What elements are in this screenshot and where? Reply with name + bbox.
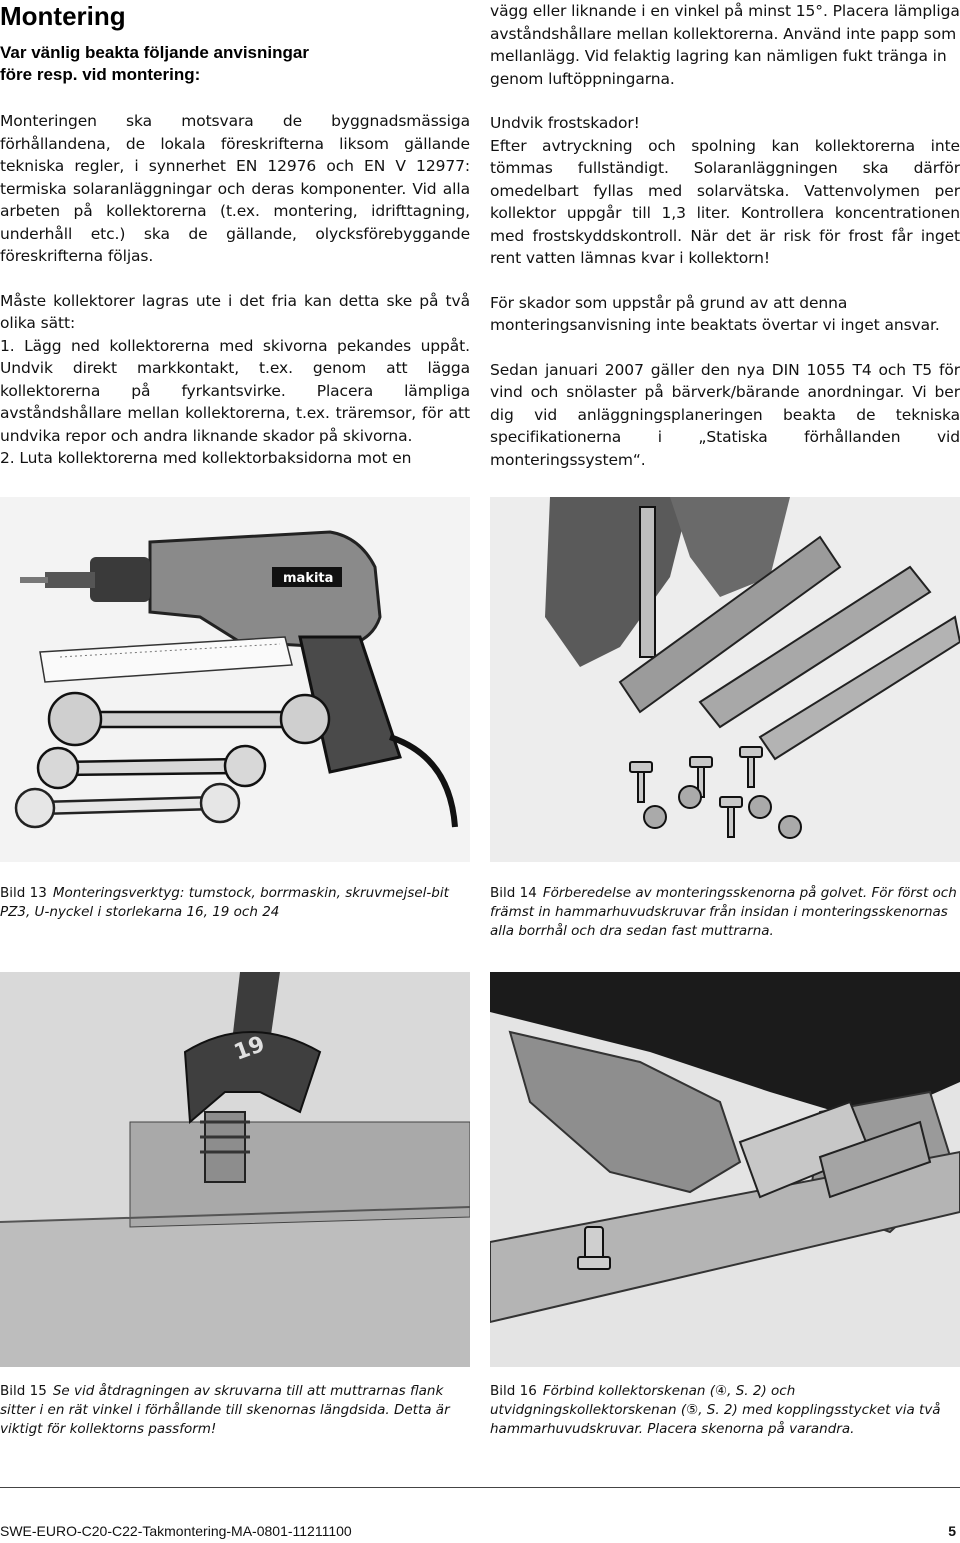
figure-15-photo — [0, 972, 470, 1367]
figure-16-label: Bild 16 — [490, 1383, 537, 1399]
figure-16-text: Förbind kollektorskenan (④, S. 2) och utvidgningskollektorskenan (⑤, S. 2) med kopplingsstycket via två hammarhuvudskruvar. Placera skenorna på varandra. — [490, 1383, 941, 1437]
figure-13-text: Monteringsverktyg: tumstock, borrmaskin, skruvmejsel-bit PZ3, U-nyckel i storlekarna 16, 19 och 24 — [0, 885, 449, 920]
figure-14-caption — [490, 884, 960, 941]
footer-doc-id: SWE-EURO-C20-C22-Takmontering-MA-0801-11211100 — [0, 1523, 352, 1539]
figure-14-text: Förberedelse av monteringsskenorna på golvet. För först och främst in hammarhuvudskruvar från insidan i monteringsskenornas alla borrhål och dra sedan fast muttrarna. — [490, 885, 957, 939]
figure-16-photo — [490, 972, 960, 1367]
figure-13-label: Bild 13 — [0, 885, 47, 901]
svg-text:makita: makita — [283, 571, 334, 586]
page-title: Montering — [0, 1, 126, 31]
right-text-column — [490, 0, 960, 471]
figure-14-photo — [490, 497, 960, 862]
figure-15-caption — [0, 1382, 470, 1439]
subtitle-line: Var vänlig beakta följande anvisningar — [0, 43, 309, 62]
left-text-column — [0, 0, 470, 470]
subtitle — [0, 42, 470, 86]
paragraph-storage-option-1: 1. Lägg ned kollektorerna med skivorna pekandes uppåt. Undvik direkt markkontakt, t.ex. genom att lägga kollektorerna på fyrkantsvirke. Placera lämpliga avståndshållare mellan kollektorerna, t.ex. träremsor, för att undvika repor och andra liknande skador på skivorna. — [0, 336, 470, 445]
svg-text:19: 19 — [230, 1031, 269, 1066]
paragraph-storage-option-2: 2. Luta kollektorerna med kollektorbaksidorna mot en — [0, 449, 412, 467]
paragraph-frost: Efter avtryckning och spolning kan kollektorerna inte tömmas fullständigt. Solaranläggningen ska därför omedelbart fyllas med solarvätska. Vattenvolymen per kollektor uppgår till 1,3 liter. Kontrollera koncentrationen med frostskyddskontroll. När det är risk för frost får inget rent vatten lämnas kvar i kollektorn! — [490, 136, 960, 267]
figure-13-photo — [0, 497, 470, 862]
figure-14-label: Bild 14 — [490, 885, 537, 901]
subtitle-line: före resp. vid montering: — [0, 65, 201, 84]
footer-page-number: 5 — [948, 1523, 956, 1539]
figure-15-text: Se vid åtdragningen av skruvarna till att muttrarnas flank sitter i en rät vinkel i förhållande till skenornas längdsida. Detta är viktigt för kollektorns passform! — [0, 1383, 450, 1437]
paragraph-liability: För skador som uppstår på grund av att denna monteringsanvisning inte beaktats övertar vi inget ansvar. — [490, 293, 940, 334]
paragraph-storage-intro: Måste kollektorer lagras ute i det fria kan detta ske på två olika sätt: — [0, 291, 470, 332]
figure-13-caption — [0, 884, 470, 922]
figure-15-label: Bild 15 — [0, 1383, 47, 1399]
paragraph-din: Sedan januari 2007 gäller den nya DIN 1055 T4 och T5 för vind och snölaster på bärverk/bärande anordningar. Vi ber dig vid anläggningsplaneringen beakta de tekniska specifikationerna i „Statiska förhållanden vid monteringssystem“. — [490, 360, 960, 469]
paragraph-intro: Monteringen ska motsvara de byggnadsmässiga förhållandena, de lokala föreskrifterna liksom gällande tekniska regler, i synnerhet EN 12976 och EN V 12977: termiska solaranläggningar och deras komponenter. Vid alla arbeten på kollektorerna (t.ex. montering, idrifttagning, underhåll etc.) ska de gällande, olycksförebyggande föreskrifterna följas. — [0, 112, 470, 265]
wrench-icon — [640, 507, 655, 657]
figure-16-caption — [490, 1382, 960, 1439]
footer-rule — [0, 1487, 960, 1488]
paragraph-storage-continued: vägg eller liknande i en vinkel på minst 15°. Placera lämpliga avståndshållare mellan kollektorerna. Använd inte papp som mellanlägg. Vid felaktig lagring kan nämligen fukt tränga in genom luftöppningarna. — [490, 2, 960, 88]
frost-heading: Undvik frostskador! — [490, 114, 640, 132]
bolt-icon — [200, 1112, 250, 1182]
